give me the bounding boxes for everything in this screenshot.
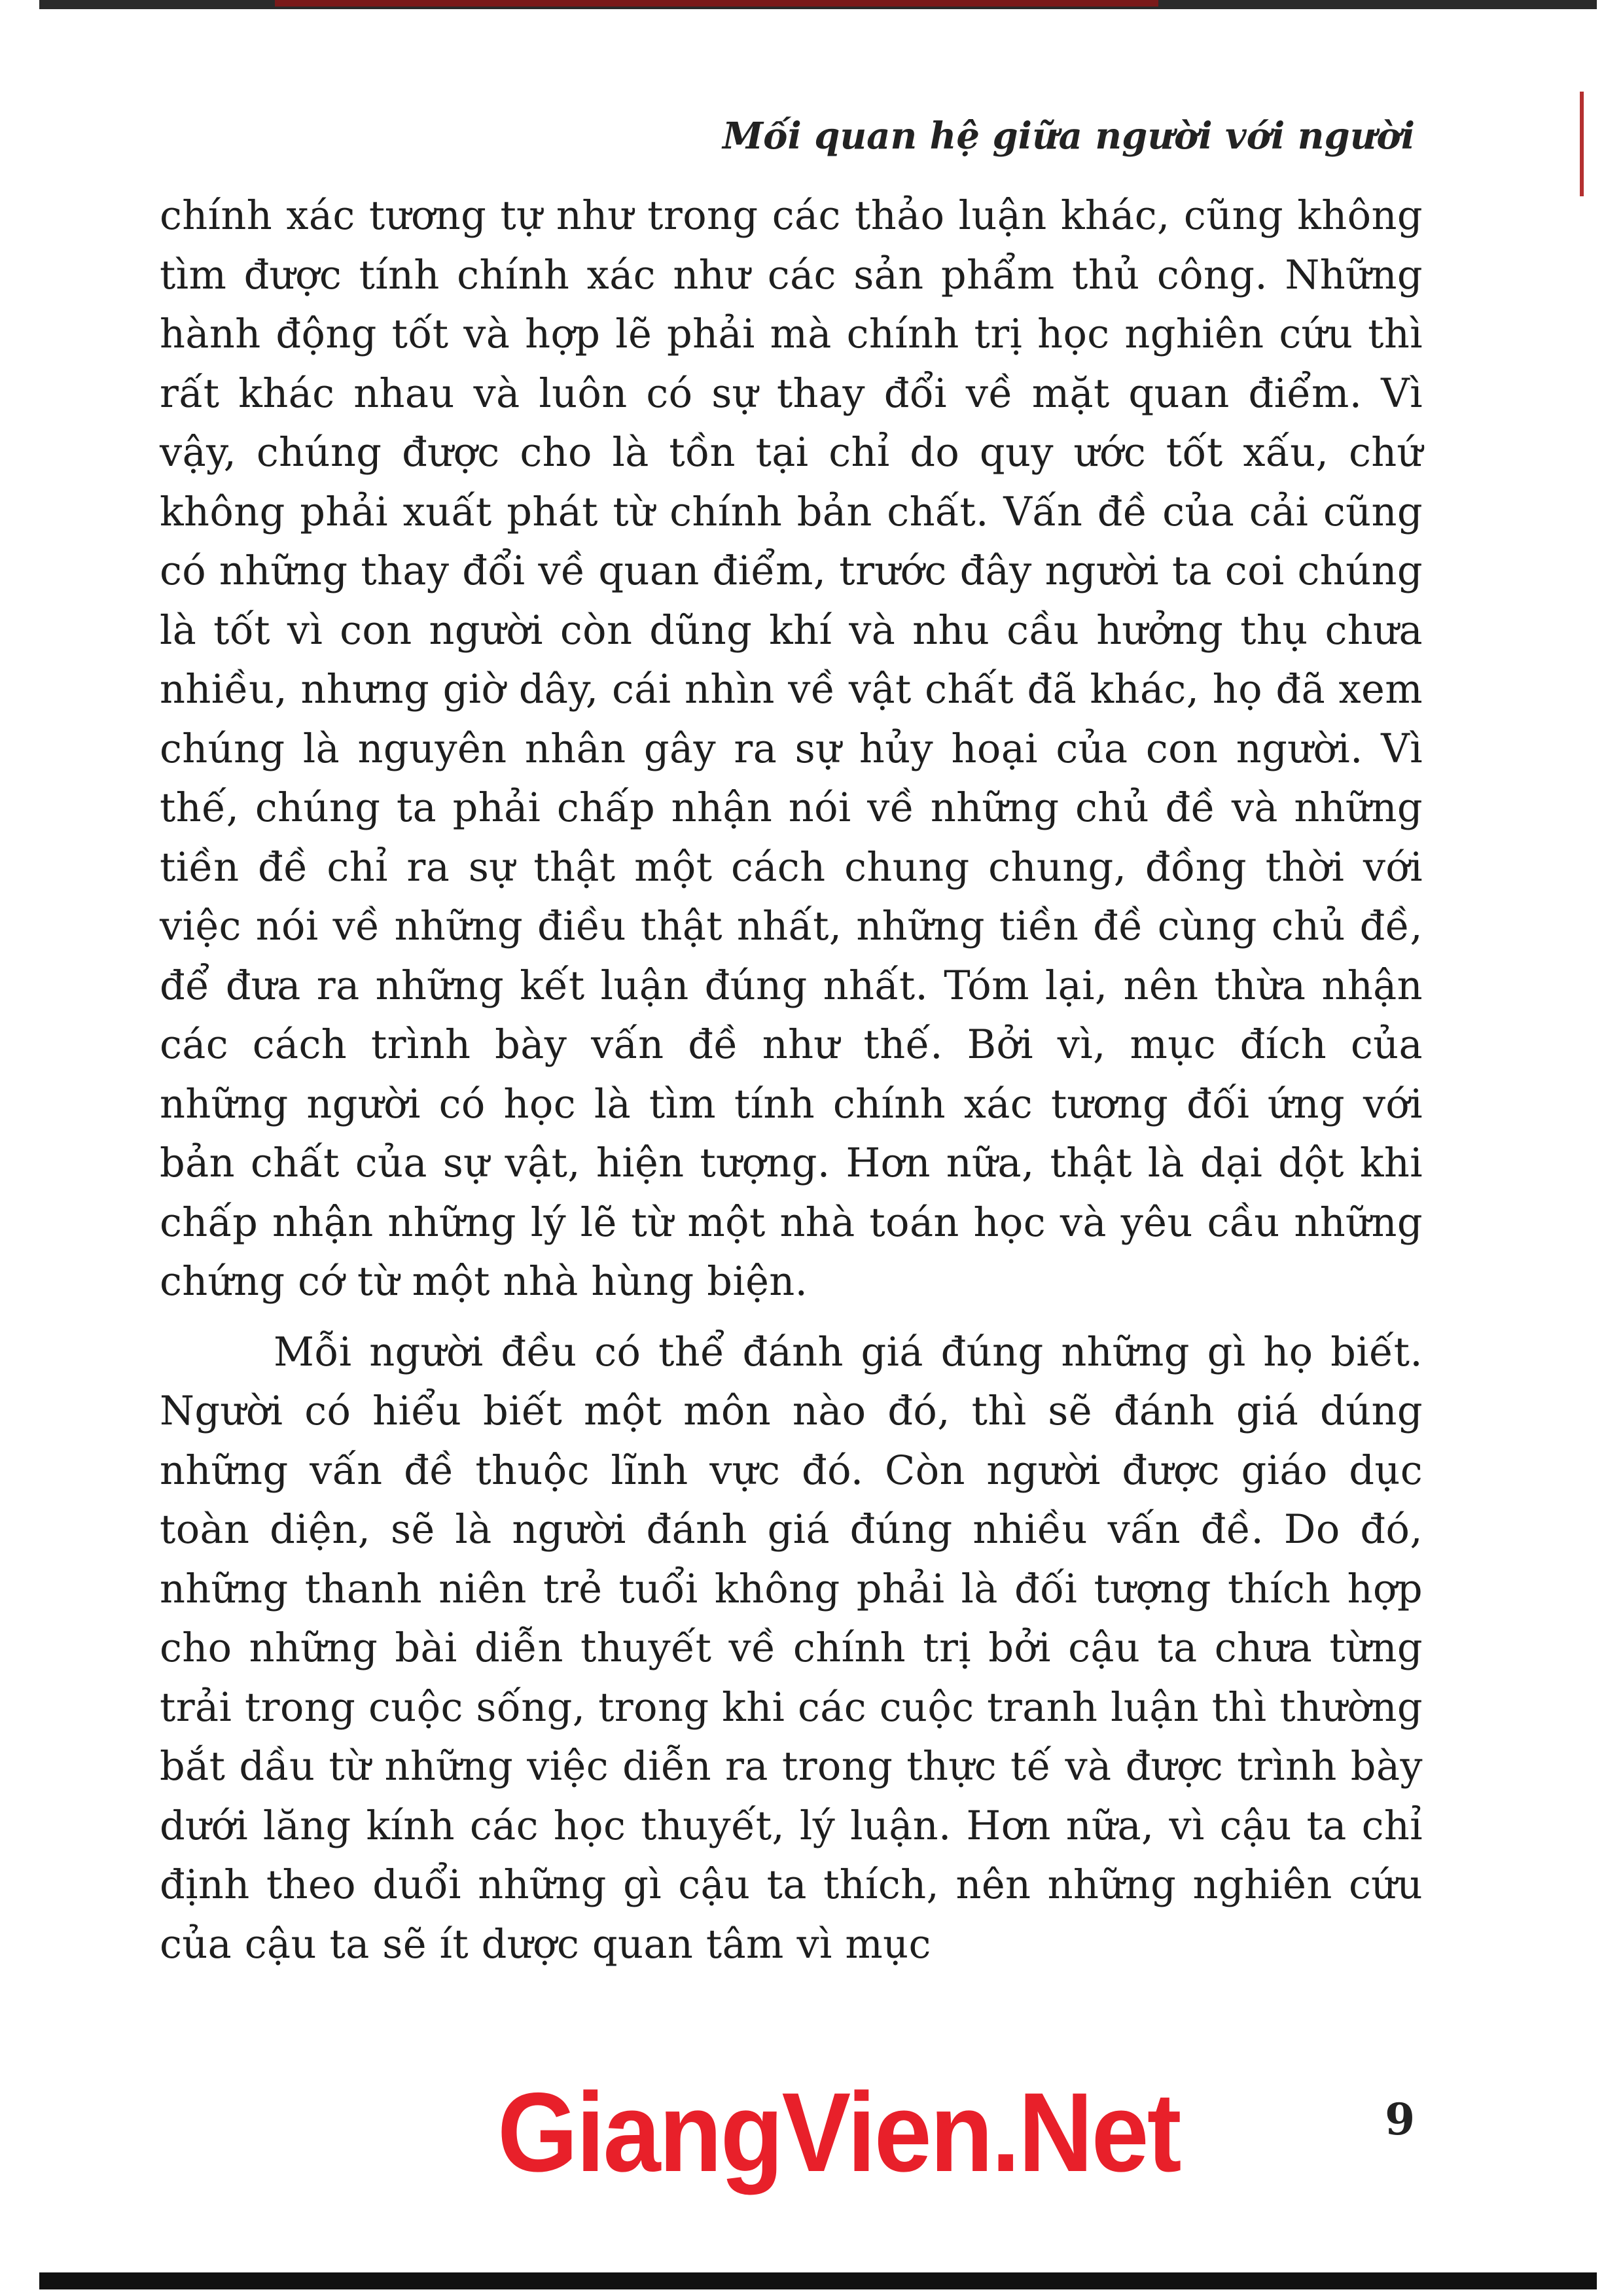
scan-top-edge-accent — [275, 0, 1158, 7]
paragraph-new: Mỗi người đều có thể đánh giá đúng những gì họ biết. Người có hiểu biết một môn nào đó, thì sẽ đánh giá dúng những vấn đề thuộc lĩnh vực đó. Còn người được giáo dục toàn diện, sẽ là người đánh giá đúng nhiều vấn đề. Do đó, những thanh niên trẻ tuổi không phải là đối tượng thích hợp cho những bài diễn thuyết về chính trị bởi cậu ta chưa từng trải trong cuộc sống, trong khi các cuộc tranh luận thì thường bắt dầu từ những việc diễn ra trong thực tế và được trình bày dưới lăng kính các học thuyết, lý luận. Hơn nữa, vì cậu ta chỉ định theo duổi những gì cậu ta thích, nên những nghiên cứu của cậu ta sẽ ít dược quan tâm vì mục — [160, 1329, 1423, 1968]
watermark-logo: GiangVien.Net — [497, 2070, 1180, 2195]
page-number: 9 — [1385, 2094, 1415, 2145]
scan-right-edge-mark — [1580, 92, 1584, 196]
page-body — [160, 186, 1423, 1974]
running-head: Mối quan hệ giữa người với người — [722, 115, 1415, 158]
scan-bottom-edge — [39, 2272, 1597, 2289]
paragraph-continued: chính xác tương tự như trong các thảo luận khác, cũng không tìm được tính chính xác như các sản phẩm thủ công. Những hành động tốt và hợp lẽ phải mà chính trị học nghiên cứu thì rất khác nhau và luôn có sự thay đổi về mặt quan điểm. Vì vậy, chúng được cho là tồn tại chỉ do quy ước tốt xấu, chứ không phải xuất phát từ chính bản chất. Vấn đề của cải cũng có những thay đổi về quan điểm, trước đây người ta coi chúng là tốt vì con người còn dũng khí và nhu cầu hưởng thụ chưa nhiều, nhưng giờ dây, cái nhìn về vật chất đã khác, họ đã xem chúng là nguyên nhân gây ra sự hủy hoại của con người. Vì thế, chúng ta phải chấp nhận nói về những chủ đề và những tiền đề chỉ ra sự thật một cách chung chung, đồng thời với việc nói về những điều thật nhất, những tiền đề cùng chủ đề, để đưa ra những kết luận đúng nhất. Tóm lại, nên thừa nhận các cách trình bày vấn đề như thế. Bởi vì, mục đích của những người có học là tìm tính chính xác tương đối ứng với bản chất của sự vật, hiện tượng. Hơn nữa, thật là dại dột khi chấp nhận những lý lẽ từ một nhà toán học và yêu cầu những chứng cớ từ một nhà hùng biện. — [160, 193, 1423, 1305]
